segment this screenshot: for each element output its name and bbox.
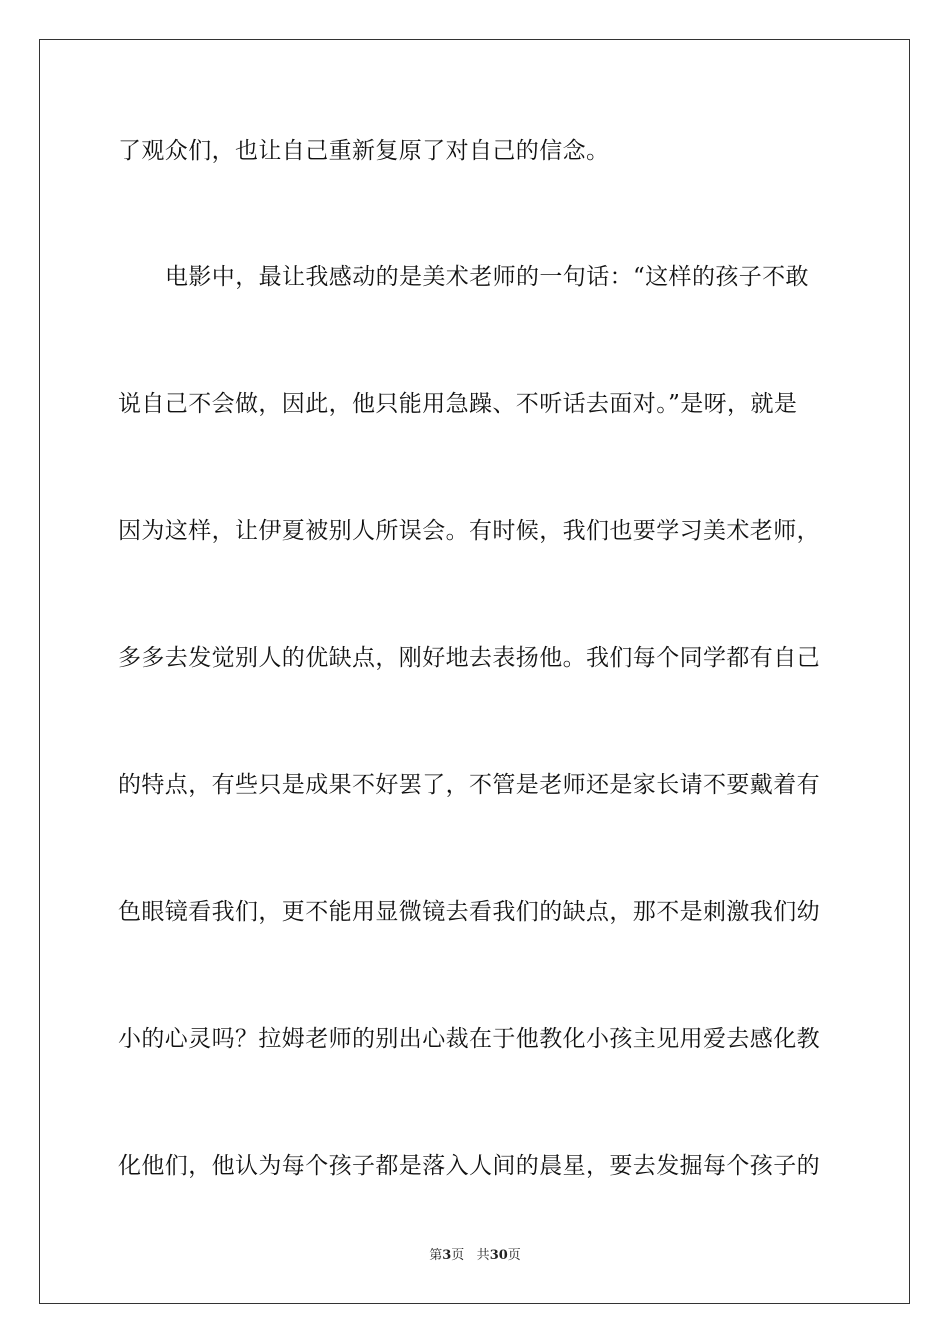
paragraph-line-6: 的特点，有些只是成果不好罢了，不管是老师还是家长请不要戴着有	[118, 772, 820, 798]
paragraph-line-9: 化他们，他认为每个孩子都是落入人间的晨星，要去发掘每个孩子的	[118, 1153, 820, 1179]
paragraph-line-2: 电影中，最让我感动的是美术老师的一句话：“这样的孩子不敢	[165, 264, 809, 290]
paragraph-line-8: 小的心灵吗？拉姆老师的别出心裁在于他教化小孩主见用爱去感化教	[118, 1026, 820, 1052]
page-footer	[0, 1247, 950, 1265]
paragraph-line-7: 色眼镜看我们，更不能用显微镜去看我们的缺点，那不是刺激我们幼	[118, 899, 820, 925]
paragraph-line-5: 多多去发觉别人的优缺点，刚好地去表扬他。我们每个同学都有自己	[118, 645, 820, 671]
total-pages: 30	[489, 1248, 508, 1263]
page-number: 3	[442, 1248, 452, 1263]
paragraph-line-3: 说自己不会做，因此，他只能用急躁、不听话去面对。”是呀，就是	[118, 391, 798, 417]
total-suffix: 页	[507, 1248, 521, 1263]
page-prefix: 第	[429, 1248, 443, 1263]
page-suffix: 页	[451, 1248, 465, 1263]
paragraph-line-4: 因为这样，让伊夏被别人所误会。有时候，我们也要学习美术老师，	[118, 518, 820, 544]
total-prefix: 共	[476, 1248, 490, 1263]
paragraph-line-1: 了观众们，也让自己重新复原了对自己的信念。	[118, 138, 610, 164]
